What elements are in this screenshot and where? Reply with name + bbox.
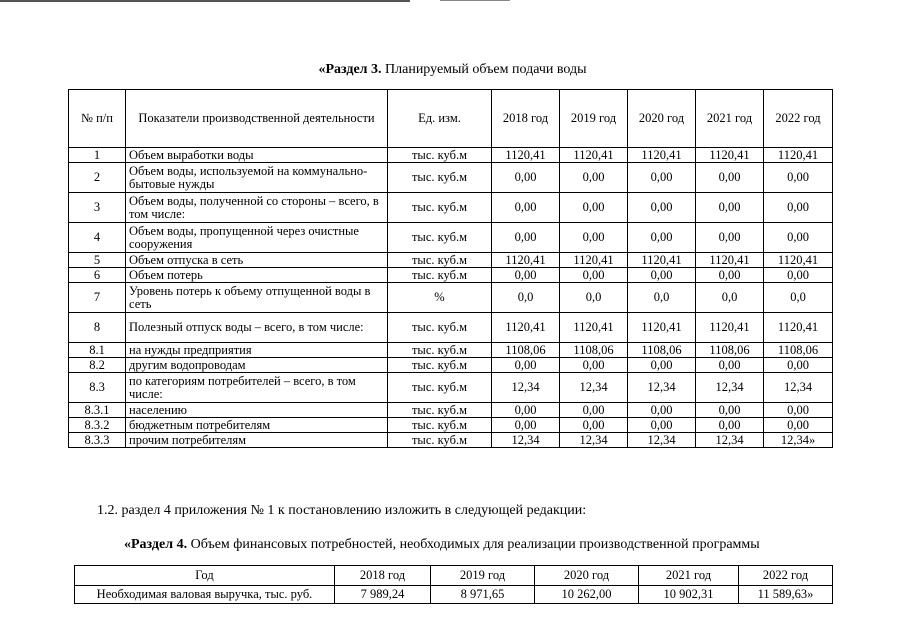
row-unit: тыс. куб.м	[388, 253, 492, 268]
row-num: 8.2	[69, 358, 126, 373]
row-unit: тыс. куб.м	[388, 373, 492, 403]
row-value-2022: 0,00	[764, 163, 833, 193]
row-num: 8.3.2	[69, 418, 126, 433]
row-indicator: на нужды предприятия	[126, 343, 388, 358]
row-indicator: бюджетным потребителям	[126, 418, 388, 433]
row-value-2018: 12,34	[492, 373, 560, 403]
row-value-2019: 0,00	[560, 163, 628, 193]
row-indicator: Полезный отпуск воды – всего, в том числе:	[126, 313, 388, 343]
row-value-2019: 0,0	[560, 283, 628, 313]
row-value-2020: 0,00	[628, 193, 696, 223]
row-value-2022: 1108,06	[764, 343, 833, 358]
row-num: 3	[69, 193, 126, 223]
header-2020: 2020 год	[535, 566, 639, 586]
row-value-2019: 0,00	[560, 223, 628, 253]
header-2022: 2022 год	[739, 566, 833, 586]
row-value-2018: 0,00	[492, 418, 560, 433]
row-value-2018: 0,00	[492, 268, 560, 283]
header-year: Год	[75, 566, 335, 586]
scan-top-line-fragment	[440, 0, 510, 1]
revenue-row	[75, 586, 833, 604]
row-value-2022: 0,00	[764, 223, 833, 253]
row-value-2021: 0,00	[696, 418, 764, 433]
row-value-2018: 0,0	[492, 283, 560, 313]
row-value-2019: 1108,06	[560, 343, 628, 358]
row-value-2022: 0,00	[764, 358, 833, 373]
header-2019: 2019 год	[560, 90, 628, 148]
revenue-2018: 7 989,24	[335, 586, 431, 604]
row-value-2021: 0,00	[696, 193, 764, 223]
row-unit: тыс. куб.м	[388, 148, 492, 163]
row-indicator: Уровень потерь к объему отпущенной воды в сеть	[126, 283, 388, 313]
revenue-2019: 8 971,65	[431, 586, 535, 604]
section3-header-row	[69, 90, 833, 148]
row-unit: %	[388, 283, 492, 313]
row-value-2019: 0,00	[560, 193, 628, 223]
row-indicator: Объем воды, полученной со стороны – всего, в том числе:	[126, 193, 388, 223]
row-value-2018: 1108,06	[492, 343, 560, 358]
table-row	[69, 268, 833, 283]
section4-title-bold: «Раздел 4.	[124, 537, 188, 552]
revenue-label: Необходимая валовая выручка, тыс. руб.	[75, 586, 335, 604]
table-row	[69, 358, 833, 373]
header-2022: 2022 год	[764, 90, 833, 148]
row-num: 8.3	[69, 373, 126, 403]
row-value-2022: 0,00	[764, 193, 833, 223]
row-value-2018: 1120,41	[492, 148, 560, 163]
row-value-2022: 0,00	[764, 418, 833, 433]
section3-title-bold: «Раздел 3.	[318, 62, 382, 77]
row-value-2021: 0,00	[696, 268, 764, 283]
table-row	[69, 163, 833, 193]
row-unit: тыс. куб.м	[388, 223, 492, 253]
row-value-2022: 1120,41	[764, 253, 833, 268]
row-indicator: Объем воды, используемой на коммунально-бытовые нужды	[126, 163, 388, 193]
header-num: № п/п	[69, 90, 126, 148]
row-value-2019: 0,00	[560, 268, 628, 283]
header-2019: 2019 год	[431, 566, 535, 586]
row-value-2020: 0,00	[628, 418, 696, 433]
section3-title	[0, 62, 905, 78]
table-row	[69, 313, 833, 343]
row-value-2020: 0,00	[628, 268, 696, 283]
row-value-2020: 0,0	[628, 283, 696, 313]
row-value-2020: 1120,41	[628, 313, 696, 343]
table-row	[69, 373, 833, 403]
header-unit: Ед. изм.	[388, 90, 492, 148]
table-row	[69, 403, 833, 418]
row-num: 8.3.3	[69, 433, 126, 448]
row-value-2022: 0,00	[764, 268, 833, 283]
row-value-2018: 1120,41	[492, 313, 560, 343]
table-row	[69, 343, 833, 358]
table-row	[69, 223, 833, 253]
header-2018: 2018 год	[492, 90, 560, 148]
row-indicator: населению	[126, 403, 388, 418]
row-value-2022: 12,34»	[764, 433, 833, 448]
table-row	[69, 418, 833, 433]
row-value-2018: 0,00	[492, 223, 560, 253]
row-value-2019: 0,00	[560, 418, 628, 433]
row-value-2020: 0,00	[628, 358, 696, 373]
row-value-2021: 1120,41	[696, 253, 764, 268]
row-value-2021: 0,00	[696, 403, 764, 418]
row-unit: тыс. куб.м	[388, 403, 492, 418]
table-row	[69, 193, 833, 223]
row-value-2018: 0,00	[492, 163, 560, 193]
row-value-2020: 12,34	[628, 433, 696, 448]
section4-title	[124, 537, 760, 553]
revenue-2020: 10 262,00	[535, 586, 639, 604]
revenue-2022: 11 589,63»	[739, 586, 833, 604]
row-unit: тыс. куб.м	[388, 163, 492, 193]
row-value-2018: 1120,41	[492, 253, 560, 268]
row-value-2022: 0,0	[764, 283, 833, 313]
row-num: 7	[69, 283, 126, 313]
header-2020: 2020 год	[628, 90, 696, 148]
row-value-2021: 0,00	[696, 163, 764, 193]
section3-table	[68, 89, 833, 448]
row-value-2018: 0,00	[492, 403, 560, 418]
row-indicator: другим водопроводам	[126, 358, 388, 373]
row-unit: тыс. куб.м	[388, 343, 492, 358]
table-row	[69, 283, 833, 313]
amendment-paragraph: 1.2. раздел 4 приложения № 1 к постановлению изложить в следующей редакции:	[97, 503, 587, 518]
row-indicator: по категориям потребителей – всего, в том числе:	[126, 373, 388, 403]
row-value-2020: 1108,06	[628, 343, 696, 358]
row-value-2021: 12,34	[696, 373, 764, 403]
row-value-2019: 1120,41	[560, 148, 628, 163]
row-num: 6	[69, 268, 126, 283]
row-value-2019: 12,34	[560, 433, 628, 448]
row-indicator: Объем воды, пропущенной через очистные сооружения	[126, 223, 388, 253]
row-unit: тыс. куб.м	[388, 313, 492, 343]
row-value-2020: 0,00	[628, 223, 696, 253]
row-value-2021: 1108,06	[696, 343, 764, 358]
row-unit: тыс. куб.м	[388, 433, 492, 448]
row-num: 5	[69, 253, 126, 268]
section3-title-text: Планируемый объем подачи воды	[381, 62, 587, 77]
row-indicator: прочим потребителям	[126, 433, 388, 448]
revenue-2021: 10 902,31	[639, 586, 739, 604]
row-value-2020: 0,00	[628, 163, 696, 193]
row-indicator: Объем потерь	[126, 268, 388, 283]
row-value-2019: 12,34	[560, 373, 628, 403]
row-value-2018: 0,00	[492, 193, 560, 223]
row-num: 8	[69, 313, 126, 343]
row-value-2021: 0,00	[696, 223, 764, 253]
header-2021: 2021 год	[639, 566, 739, 586]
row-unit: тыс. куб.м	[388, 193, 492, 223]
section4-title-text: Объем финансовых потребностей, необходимых для реализации производственной программы	[187, 537, 760, 552]
row-value-2021: 0,0	[696, 283, 764, 313]
row-value-2021: 1120,41	[696, 148, 764, 163]
row-num: 1	[69, 148, 126, 163]
row-value-2021: 12,34	[696, 433, 764, 448]
row-value-2019: 1120,41	[560, 313, 628, 343]
row-num: 4	[69, 223, 126, 253]
row-num: 8.3.1	[69, 403, 126, 418]
row-value-2022: 0,00	[764, 403, 833, 418]
row-value-2021: 0,00	[696, 358, 764, 373]
section4-header-row	[75, 566, 833, 586]
row-unit: тыс. куб.м	[388, 418, 492, 433]
row-num: 2	[69, 163, 126, 193]
row-value-2018: 0,00	[492, 358, 560, 373]
row-value-2018: 12,34	[492, 433, 560, 448]
row-value-2020: 1120,41	[628, 148, 696, 163]
row-num: 8.1	[69, 343, 126, 358]
row-value-2022: 1120,41	[764, 313, 833, 343]
table-row	[69, 433, 833, 448]
header-2021: 2021 год	[696, 90, 764, 148]
row-value-2019: 0,00	[560, 358, 628, 373]
row-indicator: Объем выработки воды	[126, 148, 388, 163]
row-value-2022: 12,34	[764, 373, 833, 403]
row-value-2020: 0,00	[628, 403, 696, 418]
row-unit: тыс. куб.м	[388, 268, 492, 283]
header-indicator: Показатели производственной деятельности	[126, 90, 388, 148]
section4-table	[74, 565, 833, 604]
header-2018: 2018 год	[335, 566, 431, 586]
table-row	[69, 253, 833, 268]
row-value-2022: 1120,41	[764, 148, 833, 163]
scan-top-line	[0, 0, 410, 2]
table-row	[69, 148, 833, 163]
row-value-2020: 1120,41	[628, 253, 696, 268]
row-unit: тыс. куб.м	[388, 358, 492, 373]
row-value-2020: 12,34	[628, 373, 696, 403]
row-value-2019: 0,00	[560, 403, 628, 418]
row-value-2019: 1120,41	[560, 253, 628, 268]
row-indicator: Объем отпуска в сеть	[126, 253, 388, 268]
row-value-2021: 1120,41	[696, 313, 764, 343]
